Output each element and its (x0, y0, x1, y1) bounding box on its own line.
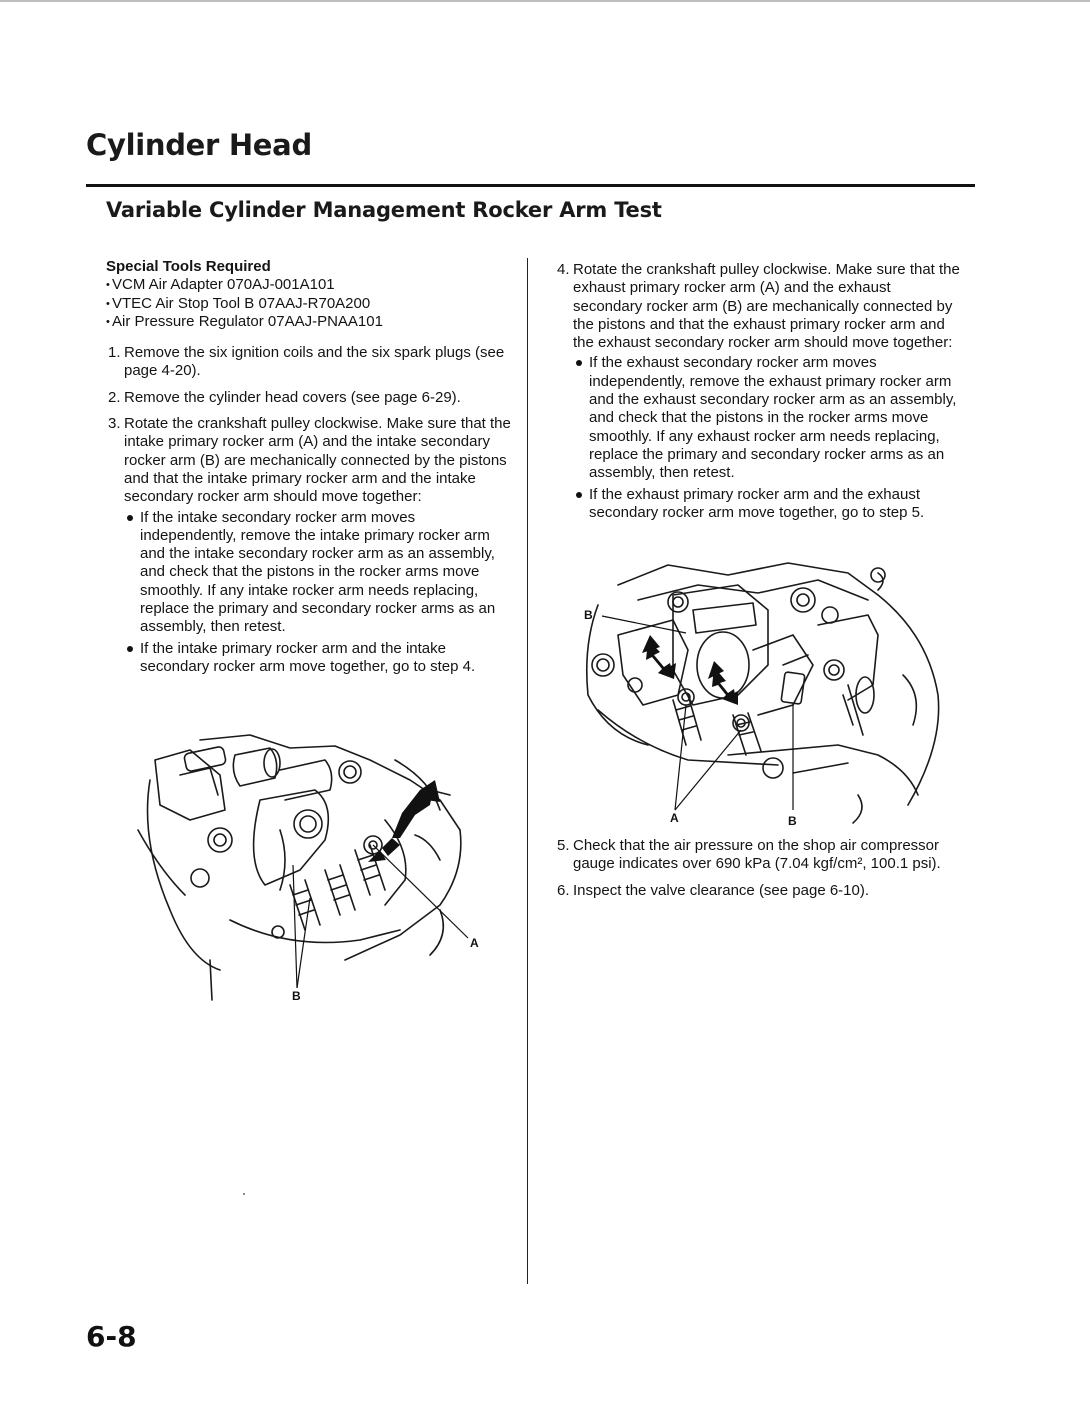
step-text: Remove the six ignition coils and the six spark plugs (see page 4-20). (124, 344, 505, 380)
tool-item: • VTEC Air Stop Tool B 07AAJ-R70A200 (106, 295, 511, 313)
left-column (106, 258, 511, 684)
tool-item: • VCM Air Adapter 070AJ-001A101 (106, 276, 511, 294)
step-text: Rotate the crankshaft pulley clockwise. Make sure that the intake primary rocker arm (A) and the intake secondary rocker arm (B) are mechanically connected by the pistons and that the intake primary rocker arm and the intake secondary rocker arm should move together: (124, 415, 511, 506)
step-text: Check that the air pressure on the shop air compressor gauge indicates over 690 kPa (7.04 kgf/cm², 100.1 psi). (573, 837, 941, 873)
step-number: 5. (557, 837, 570, 854)
step-number: 4. (557, 261, 570, 278)
step-5 (555, 837, 960, 874)
label-b: B (788, 814, 797, 828)
step-text: Rotate the crankshaft pulley clockwise. Make sure that the exhaust primary rocker arm (A) and the exhaust secondary rocker arm (B) are mechanically connected by the pistons and that the exhaust primary rocker arm and the exhaust secondary rocker arm should move together: (573, 261, 960, 352)
steps-left (106, 344, 511, 676)
bullet-item: If the intake primary rocker arm and the intake secondary rocker arm move together, go to step 4. (124, 640, 511, 677)
scan-speck (243, 1193, 245, 1195)
top-border (0, 0, 1090, 2)
column-divider (527, 258, 528, 1284)
label-b: B (292, 989, 301, 1003)
step-3-bullets (124, 509, 511, 677)
step-3 (106, 415, 511, 676)
tool-item: • Air Pressure Regulator 07AAJ-PNAA101 (106, 313, 511, 331)
section-title: Cylinder Head (86, 128, 312, 162)
exhaust-rocker-arm-illustration (578, 555, 943, 830)
intake-rocker-arm-illustration (130, 720, 490, 1010)
bullet-item: If the exhaust primary rocker arm and the exhaust secondary rocker arm move together, go to step 5. (573, 486, 960, 523)
step-6 (555, 882, 960, 900)
step-4 (555, 261, 960, 522)
label-a: A (470, 936, 479, 950)
step-text: Remove the cylinder head covers (see page 6-29). (124, 388, 461, 406)
label-a: A (670, 811, 679, 825)
page-number: 6-8 (86, 1320, 137, 1353)
bullet-item: If the exhaust secondary rocker arm moves independently, remove the exhaust primary rocker arm and the exhaust secondary rocker arm as an assembly, and check that the pistons in the rocker arms move smoothly. If any exhaust rocker arm needs replacing, replace the primary and secondary rocker arms as an assembly, then retest. (573, 354, 960, 482)
page-heading: Variable Cylinder Management Rocker Arm Test (106, 198, 662, 222)
right-column-bottom (555, 837, 960, 908)
step-number: 3. (108, 415, 121, 433)
special-tools-list (106, 276, 511, 331)
step-number: 1. (108, 344, 121, 362)
step-4-bullets (573, 354, 960, 522)
right-column-top (555, 261, 960, 530)
step-number: 2. (108, 388, 121, 406)
bullet-item: If the intake secondary rocker arm moves independently, remove the intake primary rocker arm and the intake secondary rocker arm as an assembly, and check that the pistons in the rocker arms move smoothly. If any intake rocker arm needs replacing, replace the primary and secondary rocker arms as an assembly, then retest. (124, 509, 511, 637)
label-b-top: B (584, 608, 593, 622)
special-tools-heading: Special Tools Required (106, 258, 271, 275)
step-2 (106, 389, 511, 407)
step-number: 6. (557, 881, 570, 899)
step-text: Inspect the valve clearance (see page 6-10). (573, 881, 870, 899)
step-1 (106, 344, 511, 381)
heading-rule (86, 184, 975, 187)
